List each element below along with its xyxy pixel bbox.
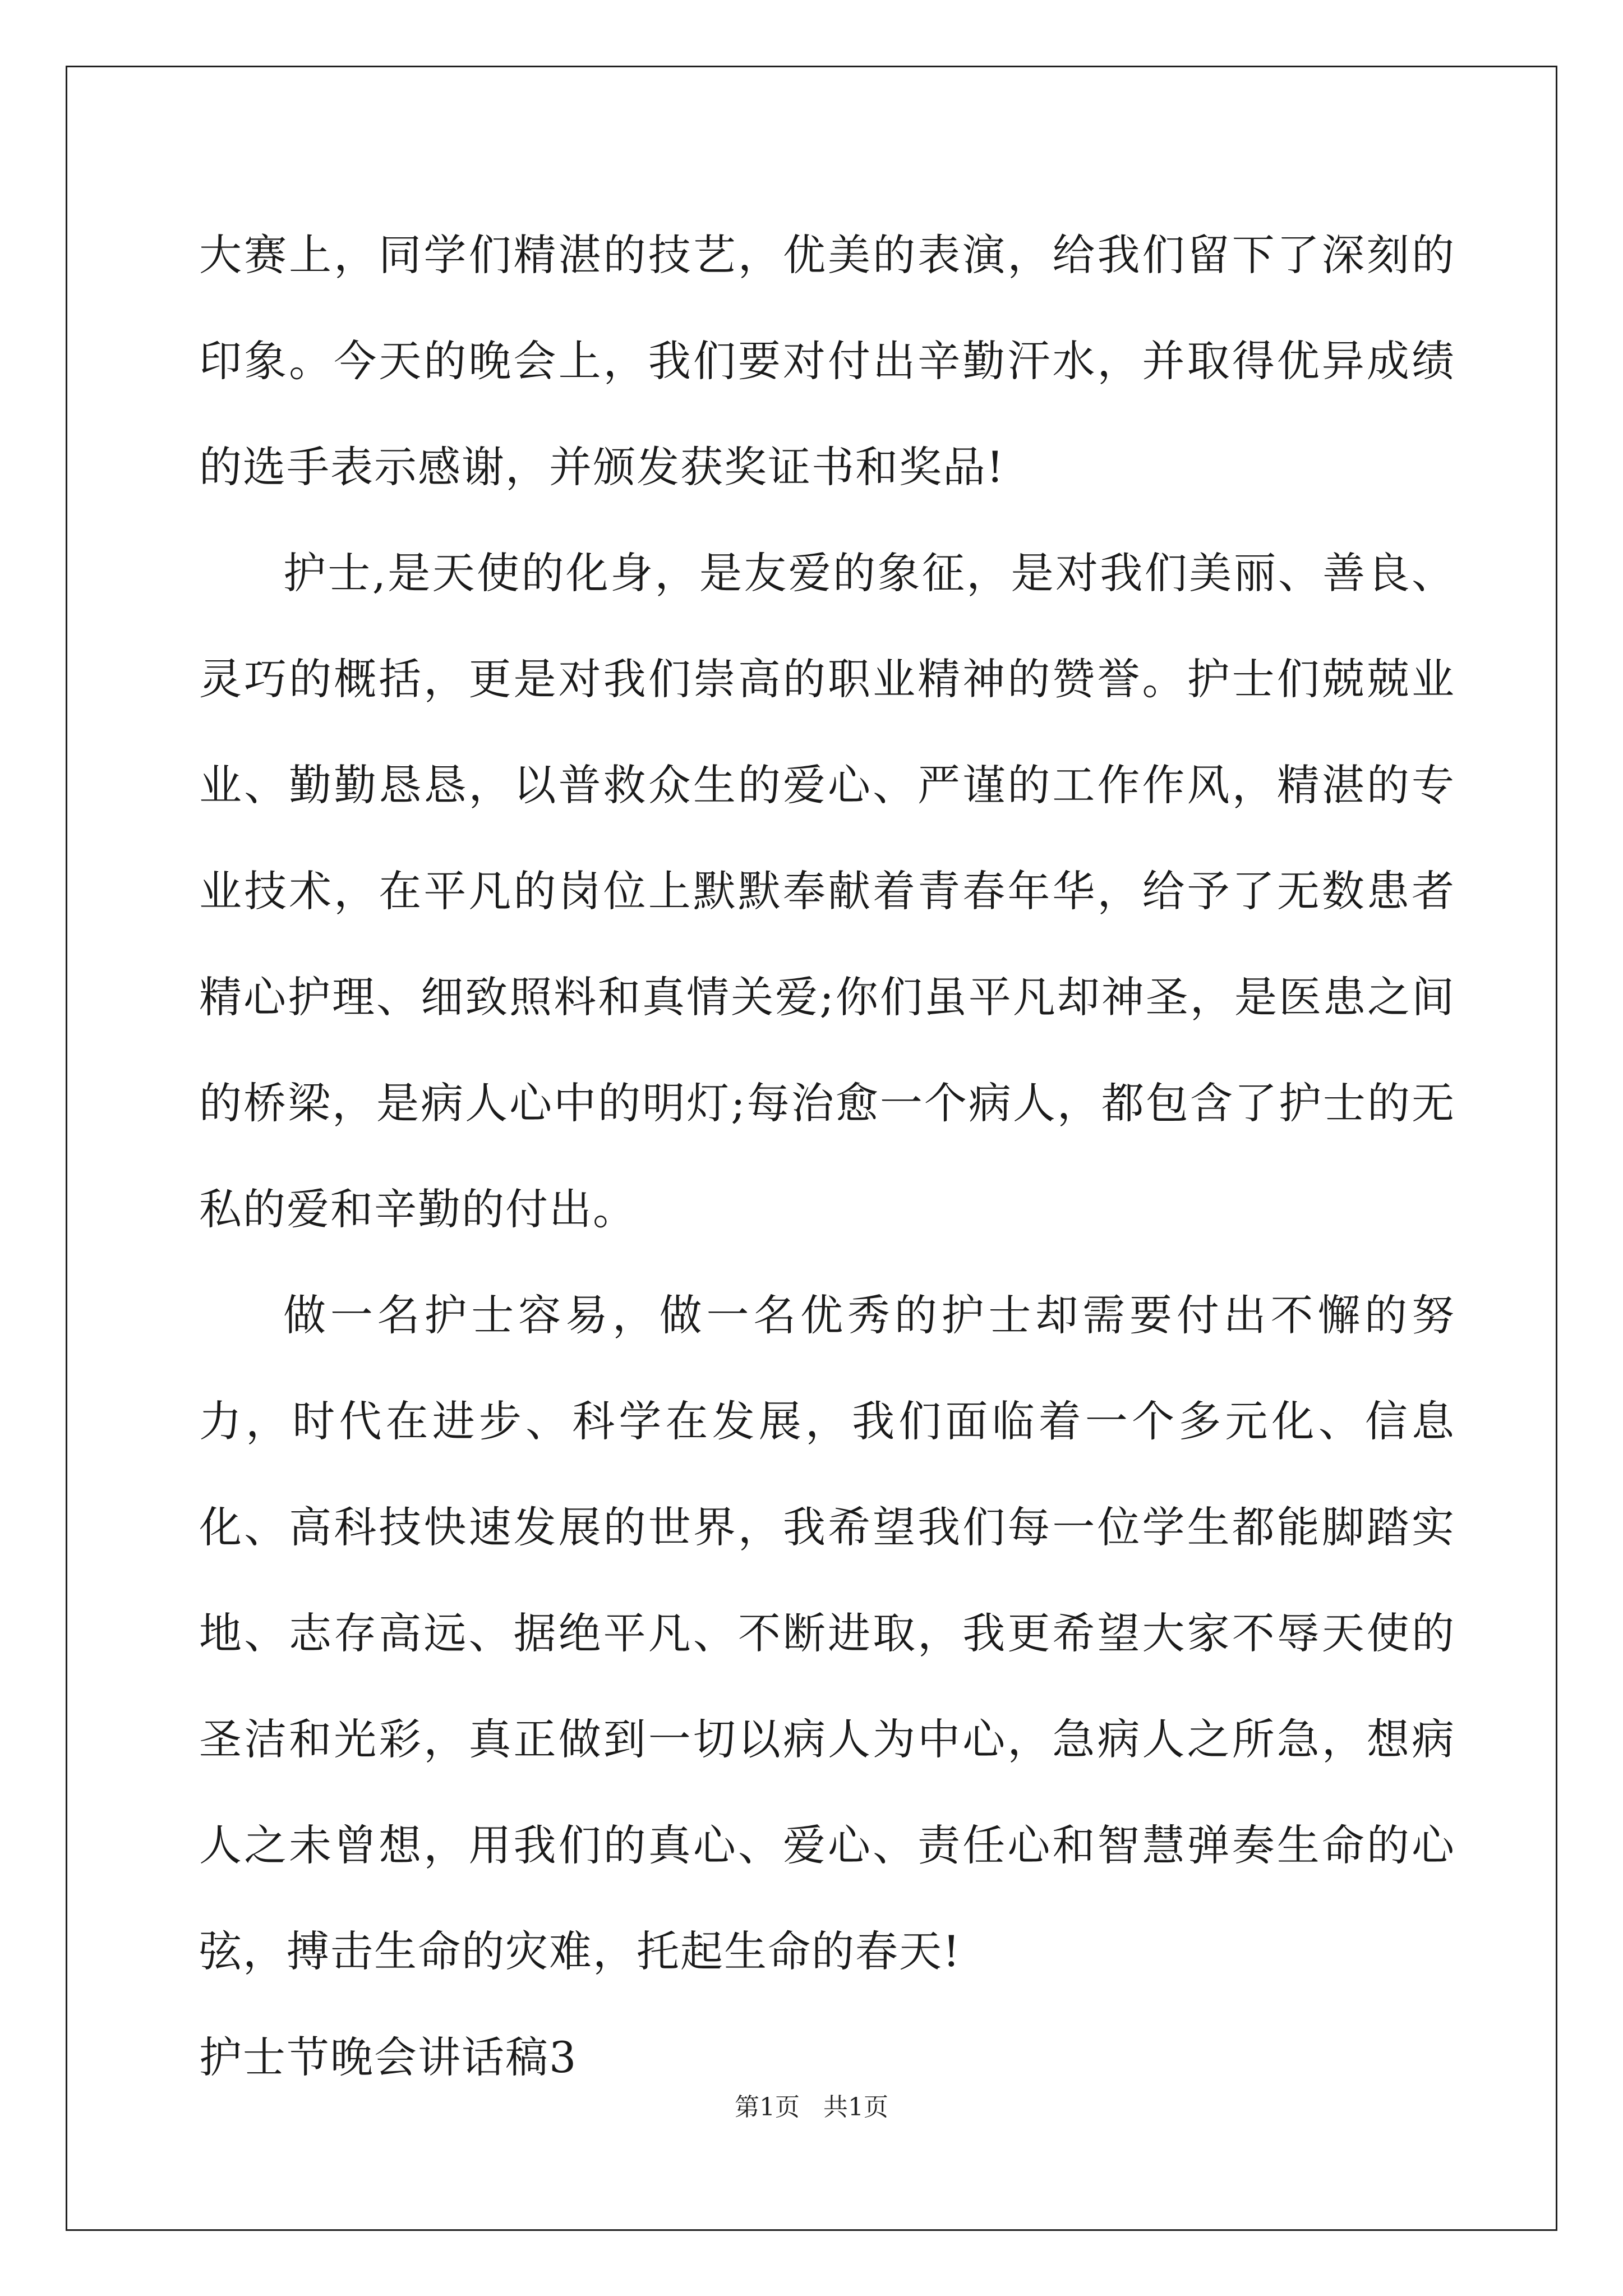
- paragraph-1: 大赛上，同学们精湛的技艺，优美的表演，给我们留下了深刻的印象。今天的晚会上，我们要对付出辛勤汗水，并取得优异成绩的选手表示感谢，并颁发获奖证书和奖品!: [199, 230, 1455, 492]
- paragraph-3: 做一名护士容易，做一名优秀的护士却需要付出不懈的努力，时代在进步、科学在发展，我们面临着一个多元化、信息化、高科技快速发展的世界，我希望我们每一位学生都能脚踏实地、志存高远、据绝平凡、不断进取，我更希望大家不辱天使的圣洁和光彩，真正做到一切以病人为中心，急病人之所急，想病人之未曾想，用我们的真心、爱心、责任心和智慧弹奏生命的心弦，搏击生命的灾难，托起生命的春天!: [199, 1290, 1455, 1976]
- section-heading: 护士节晚会讲话稿3: [199, 2032, 578, 2082]
- document-body: [199, 202, 1455, 2110]
- page-number-footer: 第1页 共1页: [735, 2093, 888, 2122]
- paragraph-2: 护士,是天使的化身，是友爱的象征，是对我们美丽、善良、灵巧的概括，更是对我们崇高的职业精神的赞誉。护士们兢兢业业、勤勤恳恳，以普救众生的爱心、严谨的工作作风，精湛的专业技术，在平凡的岗位上默默奉献着青春年华，给予了无数患者精心护理、细致照料和真情关爱;你们虽平凡却神圣，是医患之间的桥梁，是病人心中的明灯;每治愈一个病人，都包含了护士的无私的爱和辛勤的付出。: [199, 548, 1455, 1234]
